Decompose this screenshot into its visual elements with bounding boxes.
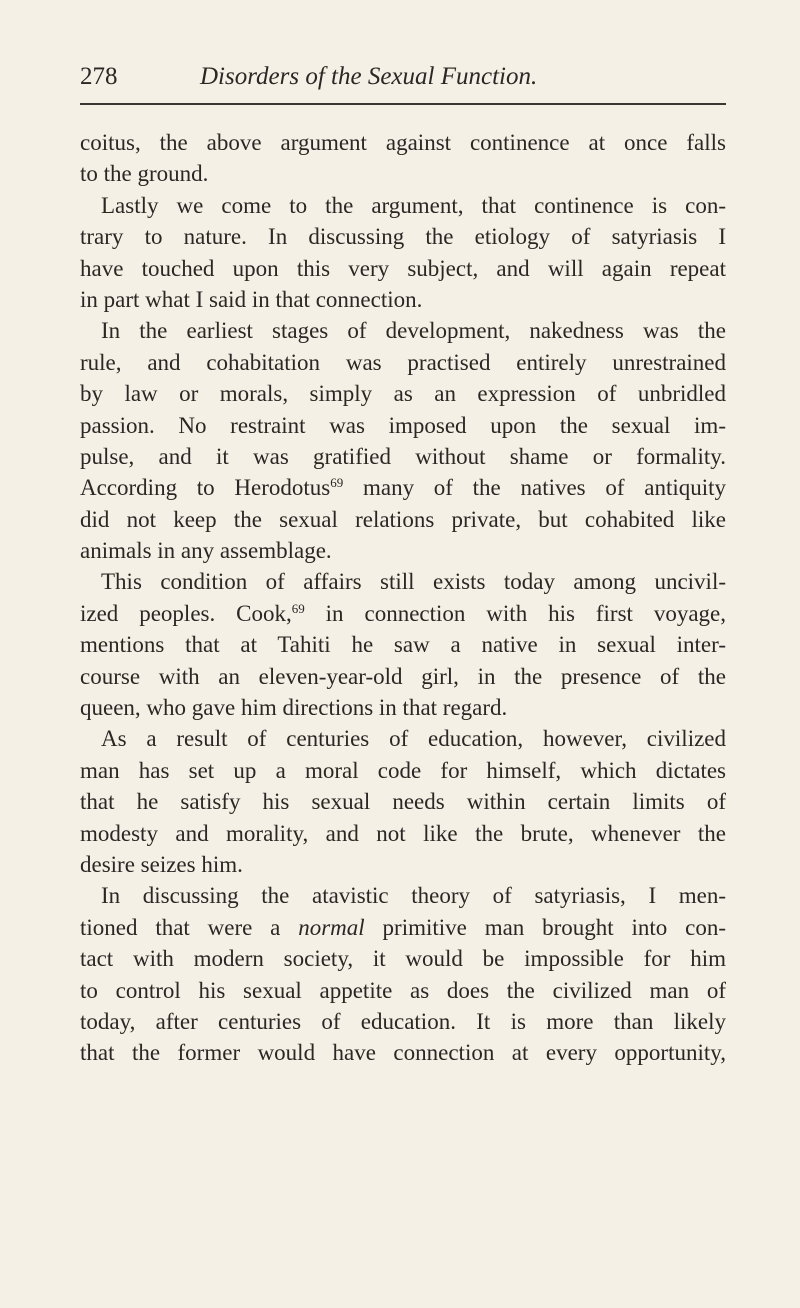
text-line: pulse, and it was gratified without shame or formality. [80, 443, 726, 469]
text-line: did not keep the sexual relations private, but cohabited like [80, 506, 726, 532]
ref-cook-prefix: ized peoples. Cook, [80, 600, 292, 626]
text-line: modesty and morality, and not like the brute, whenever the [80, 820, 726, 846]
footnote-ref: 69 [291, 600, 305, 616]
text-line: In the earliest stages of development, nakedness was the [101, 318, 726, 344]
text-line: in part what I said in that connection. [80, 286, 423, 312]
text-line: queen, who gave him directions in that regard. [80, 695, 508, 721]
text-line-with-note [80, 598, 726, 629]
text-line: Lastly we come to the argument, that continence is con- [101, 192, 726, 218]
text-line-with-note [80, 472, 726, 503]
text-line: trary to nature. In discussing the etiology of satyriasis I [80, 224, 726, 250]
text-line: today, after centuries of education. It is more than likely [80, 1008, 726, 1034]
text-line: tact with modern society, it would be impossible for him [80, 946, 726, 972]
text-line: rule, and cohabitation was practised entirely unrestrained [80, 349, 726, 375]
text-line: coitus, the above argument against continence at once falls [80, 130, 726, 155]
ref-herodotus-rest: many of the natives of antiquity [362, 475, 726, 501]
text-fragment: tioned that were a [80, 914, 281, 940]
text-line: that the former would have connection at every opportunity, [80, 1040, 726, 1066]
text-line: passion. No restraint was imposed upon the sexual im- [80, 412, 726, 438]
page-number: 278 [80, 63, 118, 90]
ref-herodotus-prefix: According to Herodotus [80, 475, 331, 501]
text-line: by law or morals, simply as an expression of unbridled [80, 381, 726, 407]
text-line-with-emphasis [80, 912, 726, 943]
text-line: that he satisfy his sexual needs within certain limits of [80, 789, 726, 815]
text-line: In discussing the atavistic theory of satyriasis, I men- [101, 883, 726, 909]
footnote-ref: 69 [330, 475, 344, 491]
text-line: to control his sexual appetite as does the civilized man of [80, 977, 726, 1003]
ref-cook-rest: in connection with his first voyage, [325, 600, 726, 626]
text-line: desire seizes him. [80, 851, 243, 877]
header-rule [80, 103, 726, 105]
body-text [80, 127, 726, 1069]
running-title: Disorders of the Sexual Function. [200, 63, 538, 90]
book-page [80, 62, 726, 1069]
text-fragment: primitive man brought into con- [382, 914, 726, 940]
text-line: course with an eleven-year-old girl, in the presence of the [80, 663, 726, 689]
text-line: As a result of centuries of education, however, civilized [101, 726, 726, 752]
text-line: have touched upon this very subject, and will again repeat [80, 255, 726, 281]
text-line: man has set up a moral code for himself, which dictates [80, 757, 726, 783]
emphasis-normal: normal [298, 914, 365, 940]
text-line: to the ground. [80, 161, 209, 187]
text-line: mentions that at Tahiti he saw a native in sexual inter- [80, 632, 726, 658]
running-head [80, 62, 726, 92]
text-line: animals in any assemblage. [80, 538, 332, 564]
text-line: This condition of affairs still exists today among uncivil- [101, 569, 726, 595]
